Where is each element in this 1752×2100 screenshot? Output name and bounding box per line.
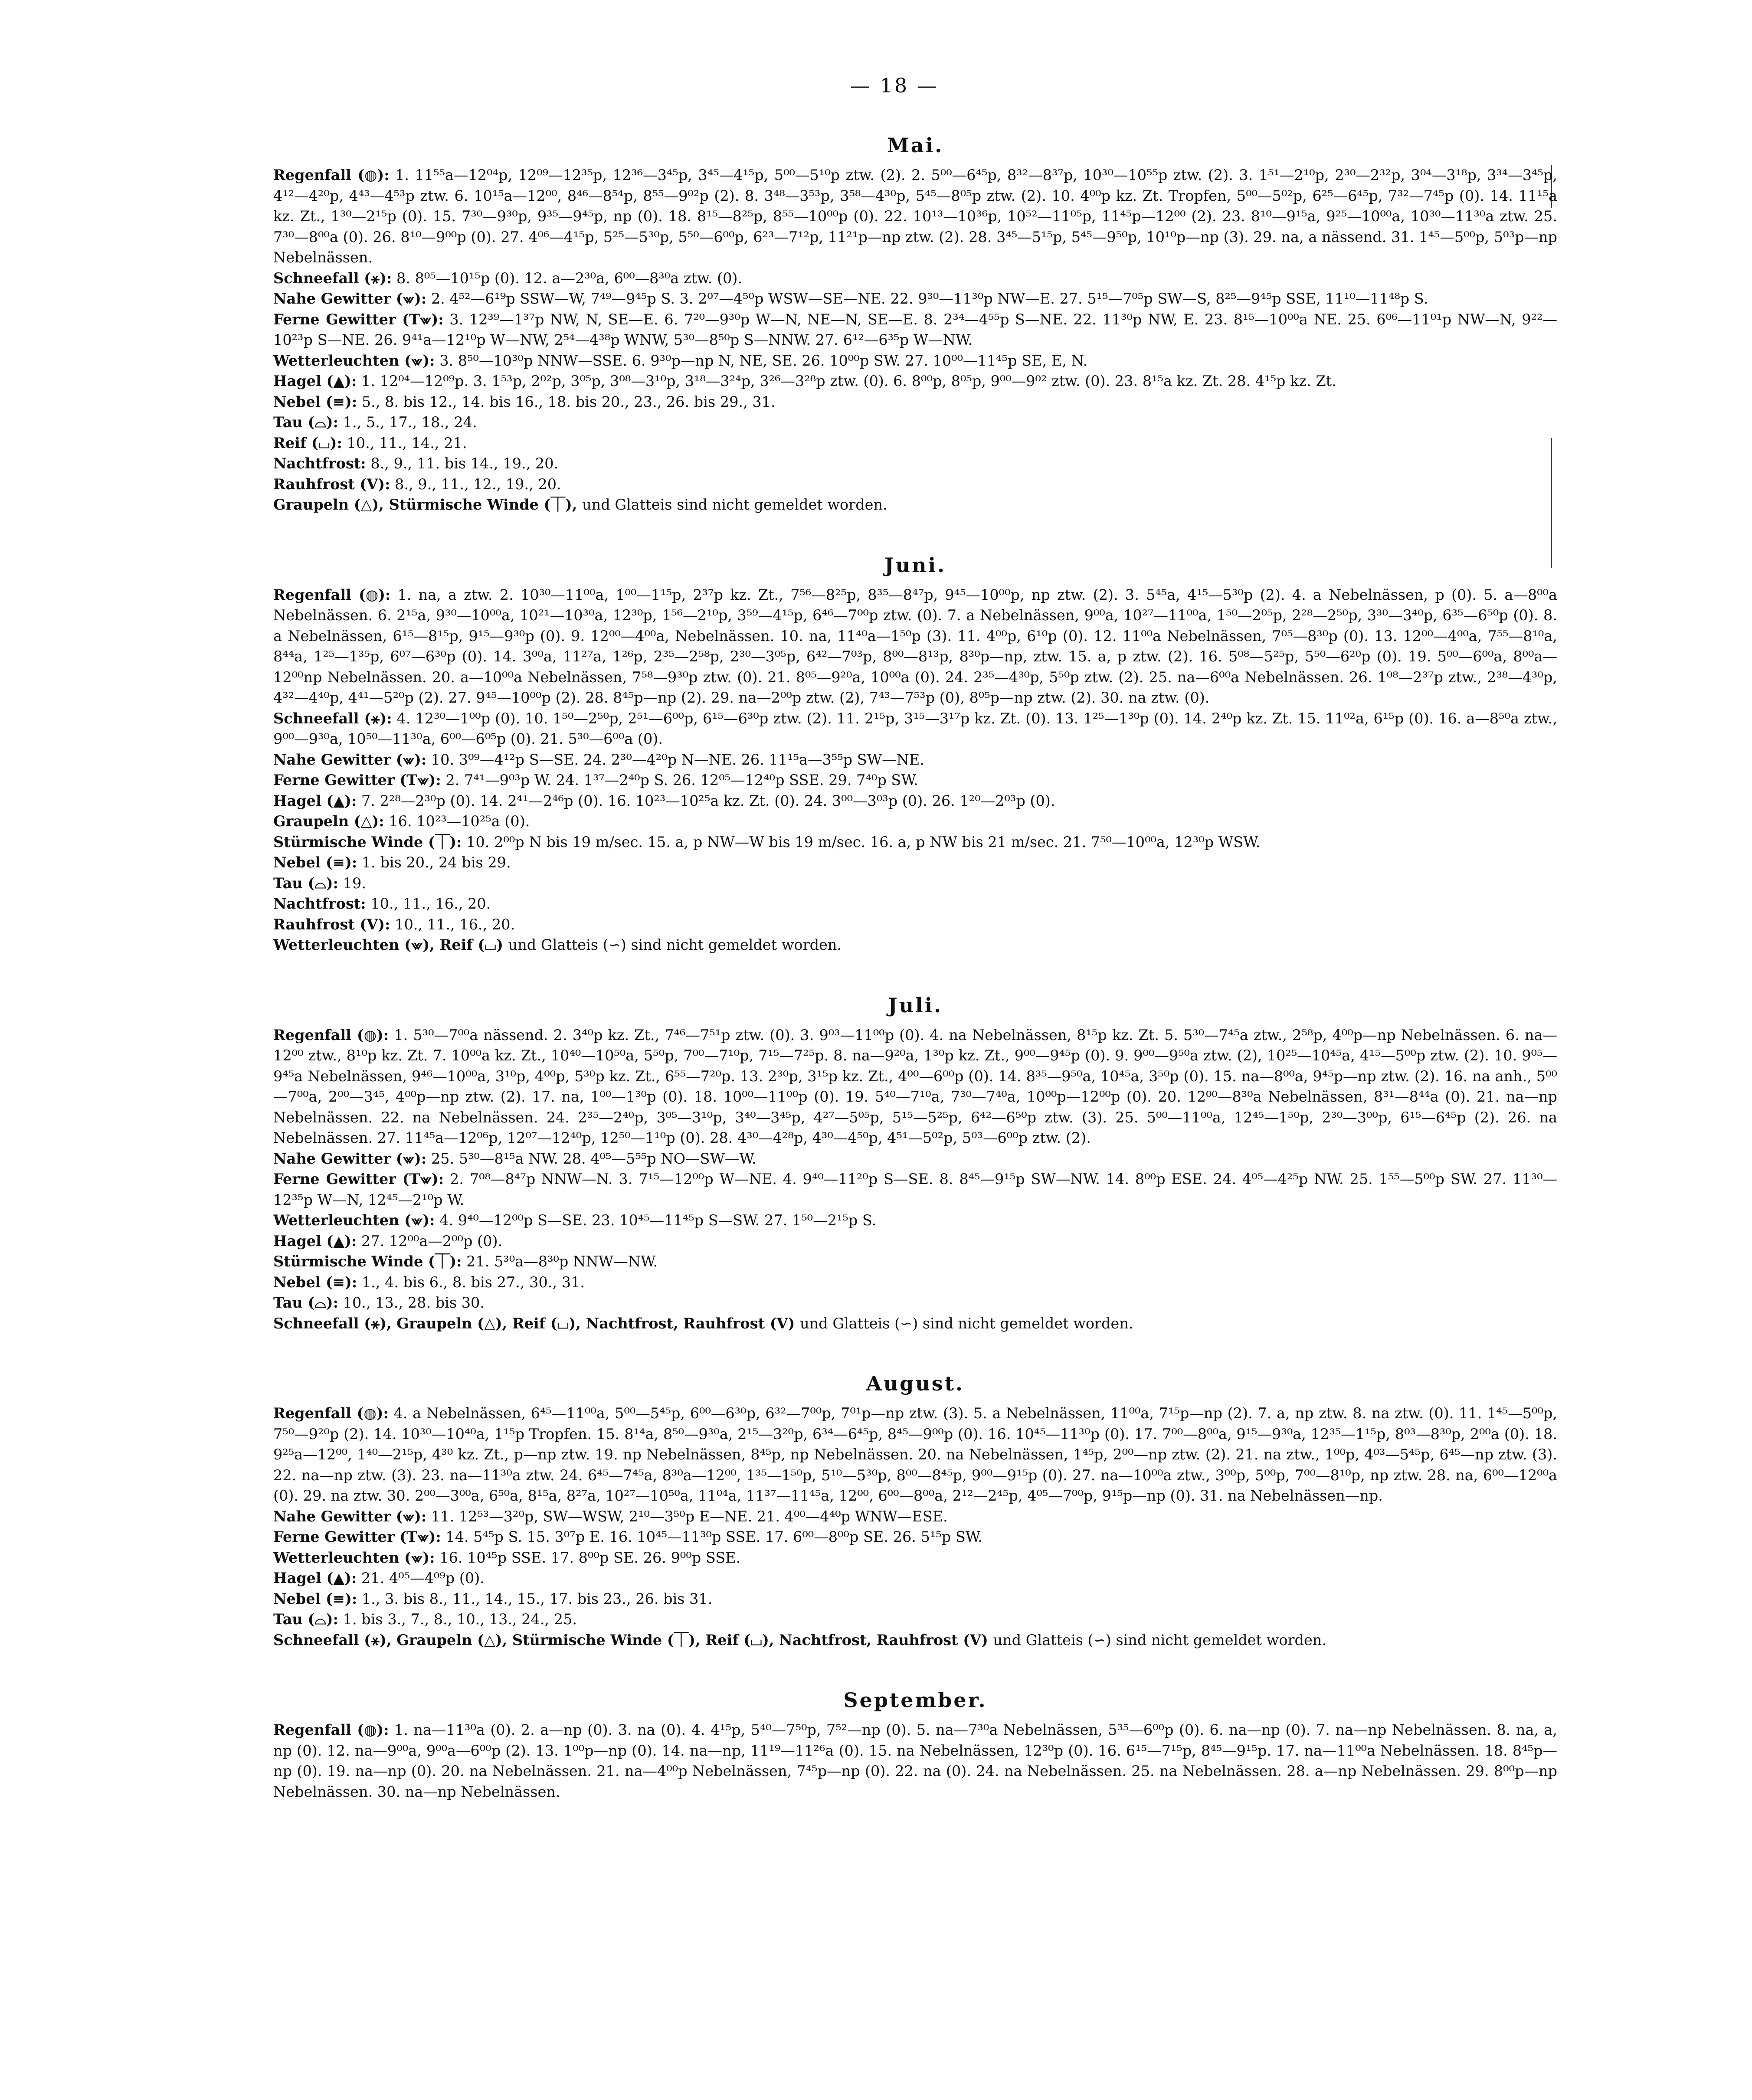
entry-hagel xyxy=(273,371,1557,392)
entry-text: 1., 3. bis 8., 11., 14., 15., 17. bis 23., 26. bis 31. xyxy=(357,1590,713,1607)
entry-text: 1. bis 3., 7., 8., 10., 13., 24., 25. xyxy=(338,1611,577,1628)
entry-label: Graupeln (△), Stürmische Winde (⏉), xyxy=(273,496,583,513)
entry-nebel xyxy=(273,392,1557,412)
entry-label: Regenfall (◍): xyxy=(273,586,391,603)
entry-tau xyxy=(273,1292,1557,1313)
entry-not-reported xyxy=(273,1313,1557,1334)
entry-not-reported xyxy=(273,935,1557,955)
entry-wetterleuchten xyxy=(273,1547,1557,1568)
entry-text: 10. 3⁰⁹—4¹²p S—SE. 24. 2³⁰—4²⁰p N—NE. 26. 11¹⁵a—3⁵⁵p SW—NE. xyxy=(426,751,925,768)
document-page xyxy=(273,74,1557,1802)
entry-label: Rauhfrost (V): xyxy=(273,475,390,493)
entry-nebel xyxy=(273,852,1557,873)
entry-wetterleuchten xyxy=(273,1210,1557,1231)
entry-stuermische-winde xyxy=(273,1251,1557,1272)
entry-label: Graupeln (△): xyxy=(273,813,384,830)
entry-text: 7. 2²⁸—2³⁰p (0). 14. 2⁴¹—2⁴⁶p (0). 16. 10²³—10²⁵a kz. Zt. (0). 24. 3⁰⁰—3⁰³p (0). 26. 1²⁰—2⁰³p (0). xyxy=(357,792,1055,809)
entry-text: 21. 4⁰⁵—4⁰⁹p (0). xyxy=(357,1570,485,1586)
entry-label: Tau (⌓): xyxy=(273,1294,339,1311)
entry-nachtfrost xyxy=(273,893,1557,914)
entry-tau xyxy=(273,412,1557,433)
entry-label: Wetterleuchten (⩖), Reif (⌴) xyxy=(273,936,508,953)
entry-tau xyxy=(273,1609,1557,1630)
entry-label: Stürmische Winde (⏉): xyxy=(273,1253,462,1270)
entry-label: Nebel (≡): xyxy=(273,854,357,871)
entry-text: 10., 11., 16., 20. xyxy=(390,916,515,933)
entry-label: Nahe Gewitter (⩖): xyxy=(273,1150,427,1167)
entry-text: 1., 5., 17., 18., 24. xyxy=(338,414,477,431)
entry-ferne-gewitter xyxy=(273,770,1557,791)
entry-regenfall xyxy=(273,1720,1557,1802)
month-section-september xyxy=(273,1681,1557,1802)
entry-text: 16. 10⁴⁵p SSE. 17. 8⁰⁰p SE. 26. 9⁰⁰p SSE. xyxy=(435,1549,741,1566)
entry-text: 11. 12⁵³—3²⁰p, SW—WSW, 2¹⁰—3⁵⁰p E—NE. 21. 4⁰⁰—4⁴⁰p WNW—ESE. xyxy=(426,1508,948,1525)
entry-nahe-gewitter xyxy=(273,288,1557,309)
entry-wetterleuchten xyxy=(273,350,1557,371)
entry-label: Schneefall (⚹): xyxy=(273,269,392,287)
entry-schneefall xyxy=(273,708,1557,749)
entry-rauhfrost xyxy=(273,474,1557,495)
entry-text: 5., 8. bis 12., 14. bis 16., 18. bis 20., 23., 26. bis 29., 31. xyxy=(357,393,776,410)
entry-text: 4. 12³⁰—1⁰⁰p (0). 10. 1⁵⁰—2⁵⁰p, 2⁵¹—6⁰⁰p, 6¹⁵—6³⁰p ztw. (2). 11. 2¹⁵p, 3¹⁵—3¹⁷p kz. Zt. (0). 13. 1²⁵—1³⁰p (0). 14. 2⁴⁰p kz. Zt. 15. 11⁰²a, 6¹⁵p (0). 16. a—8⁵⁰a ztw., 9⁰⁰—9³⁰a, 10⁵⁰—11³⁰a, 6⁰⁰—6⁰⁵p (0). 21. 5³⁰—6⁰⁰a (0). xyxy=(273,710,1557,747)
entry-hagel xyxy=(273,791,1557,811)
entry-graupeln xyxy=(273,811,1557,832)
entry-label: Nahe Gewitter (⩖): xyxy=(273,751,427,768)
month-section-juni xyxy=(273,546,1557,955)
entry-text: und Glatteis sind nicht gemeldet worden. xyxy=(582,496,887,513)
entry-label: Schneefall (⚹): xyxy=(273,710,392,727)
entry-text: 8., 9., 11., 12., 19., 20. xyxy=(390,475,561,493)
entry-label: Ferne Gewitter (T⩖): xyxy=(273,1528,441,1545)
entry-label: Schneefall (⚹), Graupeln (△), Reif (⌴), Nachtfrost, Rauhfrost (V) xyxy=(273,1315,800,1332)
entry-text: 1., 4. bis 6., 8. bis 27., 30., 31. xyxy=(357,1273,585,1291)
entry-text: 25. 5³⁰—8¹⁵a NW. 28. 4⁰⁵—5⁵⁵p NO—SW—W. xyxy=(426,1150,756,1167)
entry-text: 16. 10²³—10²⁵a (0). xyxy=(384,813,530,830)
month-section-juli xyxy=(273,986,1557,1334)
month-section-august xyxy=(273,1364,1557,1650)
entry-text: 14. 5⁴⁵p S. 15. 3⁰⁷p E. 16. 10⁴⁵—11³⁰p SSE. 17. 6⁰⁰—8⁰⁰p SE. 26. 5¹⁵p SW. xyxy=(441,1528,983,1545)
entry-regenfall xyxy=(273,1403,1557,1506)
entry-text: 21. 5³⁰a—8³⁰p NNW—NW. xyxy=(462,1253,658,1270)
entry-label: Wetterleuchten (⩖): xyxy=(273,1212,435,1229)
month-title: September. xyxy=(843,1688,987,1712)
entry-stuermische-winde xyxy=(273,832,1557,853)
entry-text: und Glatteis (∽) sind nicht gemeldet worden. xyxy=(800,1315,1133,1332)
entry-label: Ferne Gewitter (T⩖): xyxy=(273,311,444,328)
entry-text: und Glatteis (∽) sind nicht gemeldet worden. xyxy=(993,1631,1327,1649)
entry-regenfall xyxy=(273,165,1557,268)
month-section-mai xyxy=(273,74,1557,515)
entry-not-reported xyxy=(273,494,1557,515)
entry-regenfall xyxy=(273,585,1557,708)
entry-label: Regenfall (◍): xyxy=(273,167,390,183)
entry-nahe-gewitter xyxy=(273,749,1557,770)
entry-label: Stürmische Winde (⏉): xyxy=(273,833,462,850)
entry-label: Nahe Gewitter (⩖): xyxy=(273,290,427,307)
entry-text: und Glatteis (∽) sind nicht gemeldet worden. xyxy=(508,936,842,953)
entry-label: Wetterleuchten (⩖): xyxy=(273,1549,435,1566)
entry-reif xyxy=(273,433,1557,454)
entry-label: Nebel (≡): xyxy=(273,1590,357,1607)
entry-text: 2. 4⁵²—6¹⁹p SSW—W, 7⁴⁹—9⁴⁵p S. 3. 2⁰⁷—4⁵⁰p WSW—SE—NE. 22. 9³⁰—11³⁰p NW—E. 27. 5¹⁵—7⁰⁵p SW—S, 8²⁵—9⁴⁵p SSE, 11¹⁰—11⁴⁸p S. xyxy=(426,290,1428,307)
entry-text: 1. 5³⁰—7⁰⁰a nässend. 2. 3⁴⁰p kz. Zt., 7⁴⁶—7⁵¹p ztw. (0). 3. 9⁰³—11⁰⁰p (0). 4. na Nebelnässen, 8¹⁵p kz. Zt. 5. 5³⁰—7⁴⁵a ztw., 2⁵⁸p, 4⁰⁰p—np Nebelnässen. 6. na—12⁰⁰ ztw., 8¹⁰p kz. Zt. 7. 10⁰⁰a kz. Zt., 10⁴⁰—10⁵⁰a, 5⁵⁰p, 7⁰⁰—7¹⁰p, 7¹⁵—7²⁵p. 8. na—9²⁰a, 1³⁰p kz. Zt., 9⁰⁰—9⁴⁵p (0). 9. 9⁰⁰—9⁵⁰a ztw. (2), 10²⁵—10⁴⁵a, 4¹⁵—5⁰⁰p ztw. (2). 10. 9⁰⁵—9⁴⁵a Nebelnässen, 9⁴⁶—10⁰⁰a, 3¹⁰p, 4⁰⁰p, 5³⁰p kz. Zt., 6⁵⁵—7²⁰p. 13. 2³⁰p, 3¹⁵p kz. Zt., 4⁰⁰—6⁰⁰p (0). 14. 8³⁵—9⁵⁰a, 10⁴⁵a, 3⁵⁰p (0). 15. na—8⁰⁰a, 9⁴⁵p—np ztw. (2). 16. na anh., 5⁰⁰—7⁰⁰a, 2⁰⁰—3⁴⁵, 4⁰⁰p—np ztw. (2). 17. na, 1⁰⁰—1³⁰p (0). 18. 10⁰⁰—11⁰⁰p (0). 19. 5⁴⁰—7¹⁰a, 7³⁰—7⁴⁰a, 10⁰⁰p—12⁰⁰p (0). 20. 12⁰⁰—8³⁰a Nebelnässen, 8³¹—8⁴⁴a (0). 21. na—np Nebelnässen. 22. na Nebelnässen. 24. 2³⁵—2⁴⁰p, 3⁰⁵—3¹⁰p, 3⁴⁰—3⁴⁵p, 4²⁷—5⁰⁵p, 5¹⁵—5²⁵p, 6⁴²—6⁵⁰p ztw. (3). 25. 5⁰⁰—11⁰⁰a, 12⁴⁵—1⁵⁰p, 2³⁰—3⁰⁰p, 6¹⁵—6⁴⁵p (2). 26. na Nebelnässen. 27. 11⁴⁵a—12⁰⁶p, 12⁰⁷—12⁴⁰p, 12⁵⁰—1¹⁰p (0). 28. 4³⁰—4²⁸p, 4³⁰—4⁵⁰p, 4⁵¹—5⁰²p, 5⁰³—6⁰⁰p ztw. (2). xyxy=(273,1026,1557,1146)
entry-not-reported xyxy=(273,1630,1557,1651)
entry-label: Schneefall (⚹), Graupeln (△), Stürmische Winde (⏉), Reif (⌴), Nachtfrost, Rauhfrost (V) xyxy=(273,1631,993,1649)
month-title: Juni. xyxy=(884,553,946,577)
entry-text: 4. a Nebelnässen, 6⁴⁵—11⁰⁰a, 5⁰⁰—5⁴⁵p, 6⁰⁰—6³⁰p, 6³²—7⁰⁰p, 7⁰¹p—np ztw. (3). 5. a Nebelnässen, 11⁰⁰a, 7¹⁵p—np (2). 7. a, np ztw. 8. na ztw. (0). 11. 1⁴⁵—5⁰⁰p, 7⁵⁰—9²⁰p (2). 14. 10³⁰—10⁴⁰a, 1¹⁵p Tropfen. 15. 8¹⁴a, 8⁵⁰—9³⁰a, 2¹⁵—3²⁰p, 6³⁴—6⁴⁵p, 8⁴⁵—9⁰⁰p (0). 16. 10⁴⁵—11³⁰p (0). 17. 7⁰⁰—8⁰⁰a, 9¹⁵—9³⁰a, 12³⁵—1¹⁵p, 8⁰³—8³⁰p, 2⁰⁰a (0). 18. 9²⁵a—12⁰⁰, 1⁴⁰—2¹⁵p, 4³⁰ kz. Zt., p—np ztw. 19. np Nebelnässen, 8⁴⁵p, np Nebelnässen. 20. na Nebelnässen, 1⁴⁵p, 2⁰⁰—np ztw. (2). 21. na ztw., 1⁰⁰p, 4⁰³—5⁴⁵p, 6⁴⁵—np ztw. (3). 22. na—np ztw. (3). 23. na—11³⁰a ztw. 24. 6⁴⁵—7⁴⁵a, 8³⁰a—12⁰⁰, 1³⁵—1⁵⁰p, 5¹⁰—5³⁰p, 8⁰⁰—8⁴⁵p, 9⁰⁰—9¹⁵p (0). 27. na—10⁰⁰a ztw., 3⁰⁰p, 5⁰⁰p, 7⁰⁰—8¹⁰p, np ztw. 28. na, 6⁰⁰—12⁰⁰a (0). 29. na ztw. 30. 2⁰⁰—3⁰⁰a, 6⁵⁰a, 8¹⁵a, 8²⁷a, 10²⁷—10⁵⁰a, 11⁰⁴a, 11³⁷—11⁴⁵a, 12⁰⁰, 6⁰⁰—8⁰⁰a, 2¹²—2⁴⁵p, 4⁰⁵—7⁰⁰p, 9¹⁵p—np (0). 31. na Nebelnässen—np. xyxy=(273,1405,1557,1504)
entry-label: Ferne Gewitter (T⩖): xyxy=(273,1171,444,1187)
entry-label: Regenfall (◍): xyxy=(273,1405,389,1422)
entry-text: 2. 7⁴¹—9⁰³p W. 24. 1³⁷—2⁴⁰p S. 26. 12⁰⁵—12⁴⁰p SSE. 29. 7⁴⁰p SW. xyxy=(441,772,918,788)
entry-label: Nebel (≡): xyxy=(273,1273,357,1291)
entry-text: 1. na—11³⁰a (0). 2. a—np (0). 3. na (0). 4. 4¹⁵p, 5⁴⁰—7⁵⁰p, 7⁵²—np (0). 5. na—7³⁰a Nebelnässen, 5³⁵—6⁰⁰p (0). 6. na—np (0). 7. na—np Nebelnässen. 8. na, a, np (0). 12. na—9⁰⁰a, 9⁰⁰a—6⁰⁰p (2). 13. 1⁰⁰p—np (0). 14. na—np, 11¹⁹—11²⁶a (0). 15. na Nebelnässen, 12³⁰p (0). 16. 6¹⁵—7¹⁵p, 8⁴⁵—9¹⁵p. 17. na—11⁰⁰a Nebelnässen. 18. 8⁴⁵p—np (0). 19. na—np (0). 20. na Nebelnässen. 21. na—4⁰⁰p Nebelnässen, 7⁴⁵p—np (0). 22. na (0). 24. na Nebelnässen. 25. na Nebelnässen. 28. a—np Nebelnässen. 29. 8⁰⁰p—np Nebelnässen. 30. na—np Nebelnässen. xyxy=(273,1721,1557,1800)
entry-label: Nachtfrost: xyxy=(273,455,366,472)
entry-text: 8., 9., 11. bis 14., 19., 20. xyxy=(366,455,559,472)
entry-label: Hagel (▲): xyxy=(273,792,357,809)
entry-label: Tau (⌓): xyxy=(273,874,339,892)
month-title: Mai. xyxy=(887,134,944,157)
entry-schneefall xyxy=(273,268,1557,289)
entry-text: 10. 2⁰⁰p N bis 19 m/sec. 15. a, p NW—W bis 19 m/sec. 16. a, p NW bis 21 m/sec. 21. 7⁵⁰—10⁰⁰a, 12³⁰p WSW. xyxy=(462,833,1261,850)
entry-text: 4. 9⁴⁰—12⁰⁰p S—SE. 23. 10⁴⁵—11⁴⁵p S—SW. 27. 1⁵⁰—2¹⁵p S. xyxy=(435,1212,877,1229)
entry-label: Tau (⌓): xyxy=(273,1611,339,1628)
entry-label: Nachtfrost: xyxy=(273,895,366,912)
entry-text: 3. 8⁵⁰—10³⁰p NNW—SSE. 6. 9³⁰p—np N, NE, SE. 26. 10⁰⁰p SW. 27. 10⁰⁰—11⁴⁵p SE, E, N. xyxy=(435,352,1088,369)
page-number: — 18 — xyxy=(850,74,939,97)
entry-text: 2. 7⁰⁸—8⁴⁷p NNW—N. 3. 7¹⁵—12⁰⁰p W—NE. 4. 9⁴⁰—11²⁰p S—SE. 8. 8⁴⁵—9¹⁵p SW—NW. 14. 8⁰⁰p ESE. 24. 4⁰⁵—4²⁵p NW. 25. 1⁵⁵—5⁰⁰p SW. 27. 11³⁰—12³⁵p W—N, 12⁴⁵—2¹⁰p W. xyxy=(273,1171,1557,1208)
entry-label: Tau (⌓): xyxy=(273,414,339,431)
entry-label: Regenfall (◍): xyxy=(273,1026,389,1043)
entry-ferne-gewitter xyxy=(273,1169,1557,1210)
entry-nahe-gewitter xyxy=(273,1148,1557,1169)
entry-label: Nebel (≡): xyxy=(273,393,357,410)
entry-text: 10., 13., 28. bis 30. xyxy=(338,1294,485,1311)
entry-text: 1. na, a ztw. 2. 10³⁰—11⁰⁰a, 1⁰⁰—1¹⁵p, 2³⁷p kz. Zt., 7⁵⁶—8²⁵p, 8³⁵—8⁴⁷p, 9⁴⁵—10⁰⁰p, np ztw. (2). 3. 5⁴⁵a, 4¹⁵—5³⁰p (2). 4. a Nebelnässen, p (0). 5. a—8⁰⁰a Nebelnässen. 6. 2¹⁵a, 9³⁰—10⁰⁰a, 10²¹—10³⁰a, 12³⁰p, 1⁵⁶—2¹⁰p, 3⁵⁹—4¹⁵p, 6⁴⁶—7⁰⁰p ztw. (0). 7. a Nebelnässen, 9⁰⁰a, 10²⁷—11⁰⁰a, 1⁵⁰—2⁰⁵p, 2²⁸—2⁵⁰p, 3³⁰—3⁴⁰p, 6³⁵—6⁵⁰p (0). 8. a Nebelnässen, 6¹⁵—8¹⁵p, 9¹⁵—9³⁰p (0). 9. 12⁰⁰—4⁰⁰a, Nebelnässen. 10. na, 11⁴⁰a—1⁵⁰p (3). 11. 4⁰⁰p, 6¹⁰p (0). 12. 11⁰⁰a Nebelnässen, 7⁰⁵—8³⁰p (0). 13. 12⁰⁰—4⁰⁰a, 7⁵⁵—8¹⁰a, 8⁴⁴a, 1²⁵—1³⁵p, 6⁰⁷—6³⁰p (0). 14. 3⁰⁰a, 11²⁷a, 1²⁶p, 2³⁵—2⁵⁸p, 2³⁰—3⁰⁵p, 6⁴²—7⁰³p, 8⁰⁰—8¹³p, 8³⁰p—np, ztw. 15. a, p ztw. (2). 16. 5⁰⁸—5²⁵p, 5⁵⁰—6²⁰p (0). 19. 5⁰⁰—6⁰⁰a, 8⁰⁰a—12⁰⁰np Nebelnässen. 20. a—10⁰⁰a Nebelnässen, 7⁵⁸—9³⁰p ztw. (0). 21. 8⁰⁵—9²⁰a, 10⁰⁰a (0). 24. 2³⁵—4³⁰p, 5⁵⁰p ztw. (2). 25. na—6⁰⁰a Nebelnässen. 26. 1⁰⁸—2³⁷p ztw., 2³⁸—4³⁰p, 4³²—4⁴⁰p, 4⁴¹—5²⁰p (2). 27. 9⁴⁵—10⁰⁰p (2). 28. 8⁴⁵p—np (2). 29. na—2⁰⁰p ztw. (2), 7⁴³—7⁵³p (0), 8⁰⁵p—np ztw. (2). 30. na ztw. (0). xyxy=(273,586,1557,706)
entry-label: Hagel (▲): xyxy=(273,1570,357,1586)
entry-label: Reif (⌴): xyxy=(273,434,342,451)
entry-nachtfrost xyxy=(273,453,1557,474)
entry-label: Wetterleuchten (⩖): xyxy=(273,352,435,369)
entry-label: Hagel (▲): xyxy=(273,373,357,389)
entry-ferne-gewitter xyxy=(273,1527,1557,1547)
entry-hagel xyxy=(273,1568,1557,1589)
month-title: August. xyxy=(866,1372,964,1395)
entry-label: Regenfall (◍): xyxy=(273,1721,389,1738)
entry-nahe-gewitter xyxy=(273,1506,1557,1527)
entry-nebel xyxy=(273,1272,1557,1293)
entry-text: 1. 11⁵⁵a—12⁰⁴p, 12⁰⁹—12³⁵p, 12³⁶—3⁴⁵p, 3⁴⁵—4¹⁵p, 5⁰⁰—5¹⁰p ztw. (2). 2. 5⁰⁰—6⁴⁵p, 8³²—8³⁷p, 10³⁰—10⁵⁵p ztw. (2). 3. 1⁵¹—2¹⁰p, 2³⁰—2³²p, 3⁰⁴—3¹⁸p, 3³⁴—3⁴⁵p, 4¹²—4²⁰p, 4⁴³—4⁵³p ztw. 6. 10¹⁵a—12⁰⁰, 8⁴⁶—8⁵⁴p, 8⁵⁵—9⁰²p (2). 8. 3⁴⁸—3⁵³p, 3⁵⁸—4³⁰p, 5⁴⁵—8⁰⁵p ztw. (2). 10. 4⁰⁰p kz. Zt. Tropfen, 5⁰⁰—5⁰²p, 6²⁵—6⁴⁵p, 7³²—7⁴⁵p (0). 14. 11¹⁵a kz. Zt., 1³⁰—2¹⁵p (0). 15. 7³⁰—9³⁰p, 9³⁵—9⁴⁵p, np (0). 18. 8¹⁵—8²⁵p, 8⁵⁵—10⁰⁰p (0). 22. 10¹³—10³⁶p, 10⁵²—11⁰⁵p, 11⁴⁵p—12⁰⁰ (2). 23. 8¹⁰—9¹⁵a, 9²⁵—10⁰⁰a, 10³⁰—11³⁰a ztw. 25. 7³⁰—8⁰⁰a (0). 26. 8¹⁰—9⁰⁰p (0). 27. 4⁰⁶—4¹⁵p, 5²⁵—5³⁰p, 5⁵⁰—6⁰⁰p, 6²³—7¹²p, 11²¹p—np ztw. (2). 28. 3⁴⁵—5¹⁵p, 5⁴⁵—9⁵⁰p, 10¹⁰p—np (3). 29. na, a nässend. 31. 1⁴⁵—5⁰⁰p, 5⁰³p—np Nebelnässen. xyxy=(273,167,1558,266)
entry-text: 27. 12⁰⁰a—2⁰⁰p (0). xyxy=(357,1232,503,1250)
entry-rauhfrost xyxy=(273,914,1557,935)
entry-text: 8. 8⁰⁵—10¹⁵p (0). 12. a—2³⁰a, 6⁰⁰—8³⁰a ztw. (0). xyxy=(392,269,743,287)
entry-text: 1. 12⁰⁴—12⁰⁹p. 3. 1⁵³p, 2⁰²p, 3⁰⁵p, 3⁰⁸—3¹⁰p, 3¹⁸—3²⁴p, 3²⁶—3²⁸p ztw. (0). 6. 8⁰⁰p, 8⁰⁵p, 9⁰⁰—9⁰² ztw. (0). 23. 8¹⁵a kz. Zt. 28. 4¹⁵p kz. Zt. xyxy=(357,373,1336,389)
entry-text: 19. xyxy=(338,874,366,892)
entry-tau xyxy=(273,873,1557,894)
month-title: Juli. xyxy=(887,993,943,1017)
entry-label: Ferne Gewitter (T⩖): xyxy=(273,772,441,788)
entry-text: 10., 11., 16., 20. xyxy=(366,895,491,912)
entry-text: 3. 12³⁹—1³⁷p NW, N, SE—E. 6. 7²⁰—9³⁰p W—N, NE—N, SE—E. 8. 2³⁴—4⁵⁵p S—NE. 22. 11³⁰p NW, E. 23. 8¹⁵—10⁰⁰a NE. 25. 6⁰⁶—11⁰¹p NW—N, 9²²—10²³p S—NE. 26. 9⁴¹a—12¹⁰p W—NW, 2⁵⁴—4³⁸p WNW, 5³⁰—8⁵⁰p S—NNW. 27. 6¹²—6³⁵p W—NW. xyxy=(273,311,1558,348)
entry-label: Rauhfrost (V): xyxy=(273,916,390,933)
entry-nebel xyxy=(273,1589,1557,1609)
entry-text: 1. bis 20., 24 bis 29. xyxy=(357,854,511,871)
entry-ferne-gewitter xyxy=(273,309,1557,350)
entry-label: Hagel (▲): xyxy=(273,1232,357,1250)
entry-hagel xyxy=(273,1231,1557,1252)
entry-label: Nahe Gewitter (⩖): xyxy=(273,1508,427,1525)
entry-text: 10., 11., 14., 21. xyxy=(342,434,467,451)
entry-regenfall xyxy=(273,1025,1557,1148)
